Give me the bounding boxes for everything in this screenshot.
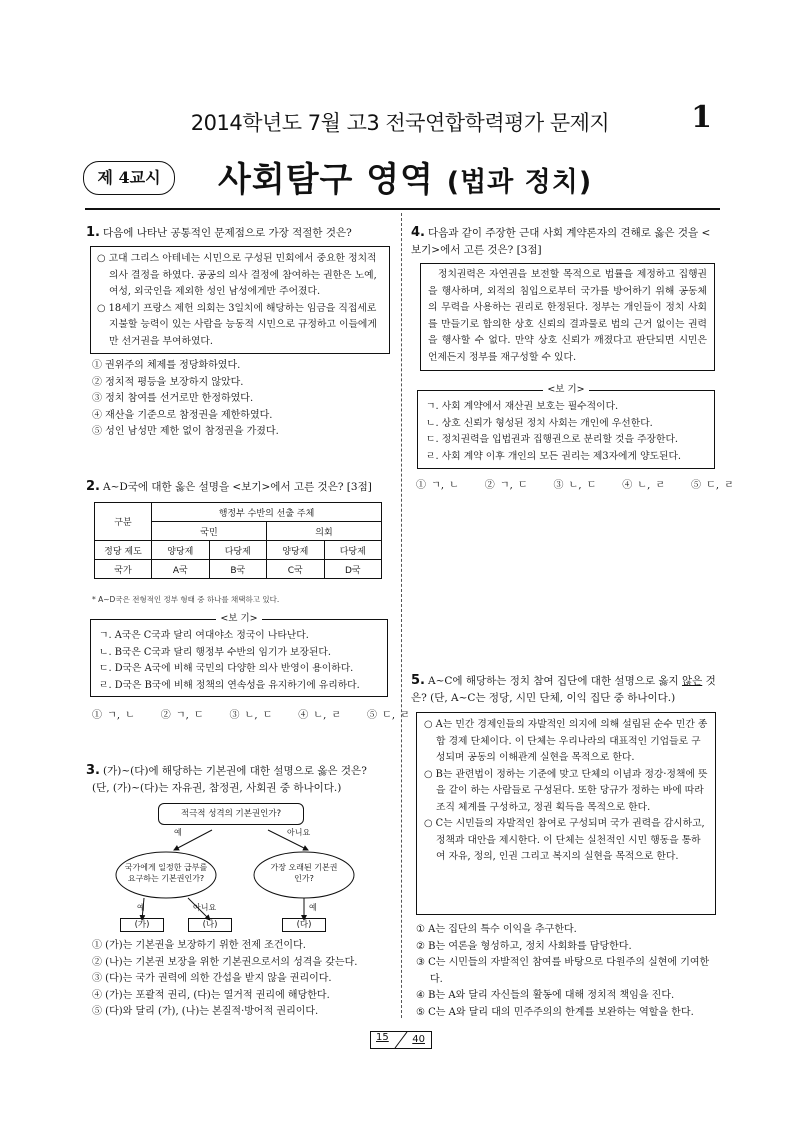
q1-choice-4[interactable]: ④ 재산을 기준으로 참정권을 제한하였다. [92,409,273,421]
q4-choices[interactable]: ① ㄱ, ㄴ ② ㄱ, ㄷ ③ ㄴ, ㄷ ④ ㄴ, ㄹ ⑤ ㄷ, ㄹ [416,480,734,491]
q5-choice-3[interactable]: ③ C는 시민들의 자발적인 참여를 바탕으로 다원주의 실현에 기여한다. [416,957,710,985]
q5-box-item: ○ B는 관련법이 정하는 기준에 맞고 단체의 이념과 정강·정책에 뜻을 같이 하는 사람들로 구성된다. 또한 당규가 정하는 바에 따라 조직 체계를 구성하고, 정권 획득을 목적으로 한다. [424,768,708,813]
table-row-label: 정당 제도 [95,541,152,560]
table-row-label: 국가 [95,560,152,579]
q5-choice-4[interactable]: ④ B는 A와 달리 자신들의 활동에 대해 정치적 책임을 진다. [416,990,675,1001]
table-subgroup-people: 국민 [152,522,267,541]
flow-no-label: 아니요 [287,828,311,837]
q5-choice-2[interactable]: ② B는 여론을 형성하고, 정치 사회화를 담당한다. [416,940,632,952]
q4-bogi-box [417,384,715,469]
q3-choice-4[interactable]: ④ (가)는 포괄적 권리, (다)는 열거적 권리에 해당한다. [92,989,330,1001]
q5-number: 5. [411,673,425,688]
page-total: 40 [412,1034,425,1045]
q3-number: 3. [86,763,100,778]
bogi-item: ㄱ. 사회 계약에서 재산권 보호는 필수적이다. [426,401,619,412]
q5-choice-5[interactable]: ⑤ C는 A와 달리 대의 민주주의의 한계를 보완하는 역할을 한다. [416,1006,694,1018]
q5-box-item: ○ A는 민간 경제인들의 자발적인 의지에 의해 설립된 순수 민간 종합 경제 단체이다. 이 단체는 우리나라의 대표적인 기업들로 구성되며 공동의 이해관계 실현을 목적으로 한다. [424,719,708,763]
exam-title: 2014학년도 7월 고3 전국연합학력평가 문제지 [190,111,610,135]
q5-stem: 5. A~C에 해당하는 정치 참여 집단에 대한 설명으로 옳지 않은 것은? (단, A~C는 정당, 시민 단체, 이익 집단 중 하나이다.) [411,673,716,704]
q1-choice-1[interactable]: ① 권위주의 체제를 정당화하였다. [92,360,241,371]
q3-choices [92,938,392,1021]
page-current: 15 [376,1032,389,1043]
table-cell: B국 [209,560,267,579]
table-cell: 양당제 [152,541,210,560]
q4-stem: 4. 다음과 같이 주장한 근대 사회 계약론자의 견해로 옳은 것을 <보기>에서 고른 것은? [3점] [411,225,711,256]
q2-table [94,502,382,579]
bogi-label: <보 기> [543,384,588,395]
table-cell: A국 [152,560,210,579]
q1-box-item: ○ 고대 그리스 아테네는 시민으로 구성된 민회에서 중요한 정치적 의사 결정을 하였다. 공공의 의사 결정에 참여하는 권한은 노예, 여성, 외국인을 제외한 성인 남성에게만 주어졌다. [97,253,377,297]
q2-choices[interactable]: ① ㄱ, ㄴ ② ㄱ, ㄷ ③ ㄴ, ㄷ ④ ㄴ, ㄹ ⑤ ㄷ, ㄹ [92,710,410,721]
q3-choice-1[interactable]: ① (가)는 기본권을 보장하기 위한 전제 조건이다. [92,940,306,951]
page-number: 1 [691,100,712,135]
flow-result-na: (나) [188,918,232,932]
q4-passage: 정치권력은 자연권을 보전할 목적으로 법률을 제정하고 집행권을 행사하며, 외적의 침입으로부터 국가를 방어하기 위해 공동체의 무력을 사용하는 권리로 한정된다. 정부는 개인들이 정치 사회를 만들기로 합의한 상호 신뢰의 결과물로 법의 근거 없이는 권력을 행사할 수 없다. 만약 상호 신뢰가 깨졌다고 판단되면 시민은 언제든지 정부를 재구성할 수 있다. [420,263,715,371]
page-counter [370,1031,432,1049]
q5-emphasis: 않은 [681,675,703,687]
subject-sub: (법과 정치) [446,167,593,198]
table-cell: C국 [267,560,325,579]
column-divider [401,213,402,1018]
q1-choice-2[interactable]: ② 정치적 평등을 보장하지 않았다. [92,376,244,388]
bogi-item: ㄴ. 상호 신뢰가 형성된 정치 사회는 개인에 우선한다. [426,417,653,429]
flow-top-question: 적극적 성격의 기본권인가? [158,803,304,825]
q5-choices [416,922,718,1021]
bogi-item: ㄷ. D국은 A국에 비해 국민의 다양한 의사 반영이 용이하다. [99,663,354,674]
q1-choices [92,358,392,441]
q2-bogi-box [90,613,388,697]
flow-right-yes-label: 예 [309,903,317,912]
period-badge: 제 4교시 [83,161,175,195]
flow-yes-label: 예 [174,828,182,837]
q3-stem: 3. (가)~(다)에 해당하는 기본권에 대한 설명으로 옳은 것은? (단, (가)~(다)는 자유권, 참정권, 사회권 중 하나이다.) [86,763,367,794]
q3-choice-2[interactable]: ② (나)는 기본권 보장을 위한 기본권으로서의 성격을 갖는다. [92,956,358,968]
q5-box [416,712,716,915]
flow-question-right: 가장 오래된 기본권인가? [270,863,338,883]
table-cell: D국 [324,560,382,579]
q2-note: * A~D국은 전형적인 정부 형태 중 하나를 채택하고 있다. [92,595,280,604]
subject-main: 사회탐구 영역 [218,160,434,200]
bogi-label: <보 기> [216,613,261,624]
table-corner: 구분 [95,503,152,541]
flow-result-ga: (가) [120,918,164,932]
bogi-item: ㄴ. B국은 C국과 달리 행정부 수반의 임기가 보장된다. [99,646,331,658]
q1-stem: 1. 다음에 나타난 공통적인 문제점으로 가장 적절한 것은? [86,225,352,240]
table-subgroup-parliament: 의회 [267,522,382,541]
q5-box-item: ○ C는 시민들의 자발적인 참여로 구성되며 국가 권력을 감시하고, 정책과 대안을 제시한다. 이 단체는 실천적인 시민 행동을 통하여 자유, 정의, 인권 그리고 복지의 실현을 목적으로 한다. [424,818,705,862]
q1-box [90,246,390,354]
table-group-header: 행정부 수반의 선출 주체 [152,503,382,522]
bogi-item: ㄹ. 사회 계약 이후 개인의 모든 권리는 제3자에게 양도된다. [426,450,682,462]
q1-choice-3[interactable]: ③ 정치 참여를 선거로만 한정하였다. [92,393,254,404]
table-cell: 양당제 [267,541,325,560]
flow-question-left: 국가에게 일정한 급부를 요구하는 기본권인가? [124,863,208,883]
q3-choice-3[interactable]: ③ (다)는 국가 권력에 의한 간섭을 받지 않을 권리이다. [92,973,332,984]
bogi-item: ㄷ. 정치권력을 입법권과 집행권으로 분리할 것을 주장한다. [426,434,679,445]
bogi-item: ㄹ. D국은 B국에 비해 정책의 연속성을 유지하기에 유리하다. [99,679,360,691]
q1-number: 1. [86,225,100,240]
q4-number: 4. [411,225,425,240]
q1-box-item: ○ 18세기 프랑스 제헌 의회는 3일치에 해당하는 임금을 직접세로 지불할 능력이 있는 사람을 능동적 시민으로 규정하고 이들에게만 선거권을 부여하였다. [97,302,377,347]
flow-result-da: (다) [282,918,326,932]
q2-number: 2. [86,479,100,494]
flow-left-yes-label: 예 [137,903,145,912]
q3-choice-5[interactable]: ⑤ (다)와 달리 (가), (나)는 본질적·방어적 권리이다. [92,1006,319,1017]
table-cell: 다당제 [209,541,267,560]
q2-stem: 2. A~D국에 대한 옳은 설명을 <보기>에서 고른 것은? [3점] [86,479,372,494]
q1-choice-5[interactable]: ⑤ 성인 남성만 제한 없이 참정권을 가졌다. [92,426,279,437]
subject-title [218,152,592,201]
flow-left-no-label: 아니요 [193,903,217,912]
bogi-item: ㄱ. A국은 C국과 달리 여대야소 정국이 나타난다. [99,630,309,641]
header-rule [85,208,720,210]
table-cell: 다당제 [324,541,382,560]
q5-choice-1[interactable]: ① A는 집단의 특수 이익을 추구한다. [416,924,577,935]
